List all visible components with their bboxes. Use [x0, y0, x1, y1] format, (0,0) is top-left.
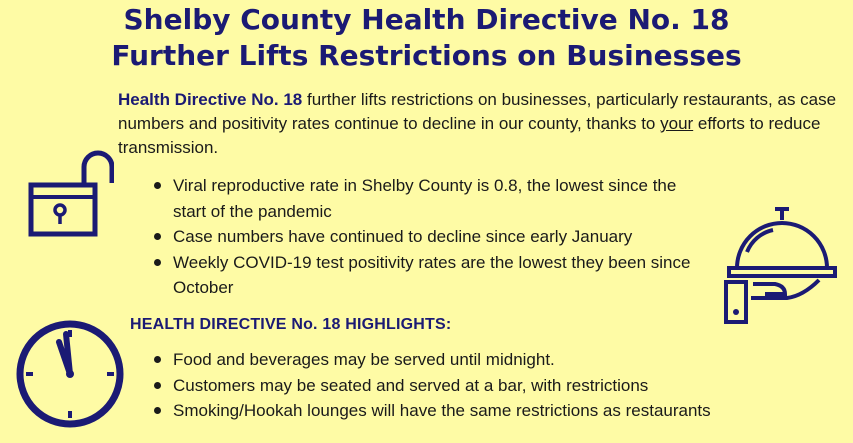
serving-cloche-icon	[723, 206, 841, 326]
list-item: Viral reproductive rate in Shelby County is 0.8, the lowest since the start of the pandemic	[152, 173, 712, 224]
intro-text-2: efforts to reduce transmission.	[118, 114, 821, 157]
clock-icon	[14, 318, 126, 430]
list-item: Weekly COVID-19 test positivity rates are the lowest they been since October	[152, 250, 712, 301]
intro-emphasis: your	[660, 114, 694, 133]
list-item: Customers may be seated and served at a bar, with restrictions	[152, 373, 832, 399]
intro-paragraph	[118, 88, 843, 160]
title-line-1: Shelby County Health Directive No. 18	[123, 3, 730, 36]
stats-list	[152, 173, 712, 301]
intro-directive-name: Health Directive No. 18	[118, 90, 303, 109]
unlocked-padlock-icon	[28, 145, 114, 237]
page-title	[0, 2, 853, 74]
highlights-heading: HEALTH DIRECTIVE No. 18 HIGHLIGHTS:	[130, 316, 452, 333]
list-item: Smoking/Hookah lounges will have the same restrictions as restaurants	[152, 398, 832, 424]
intro-text-1: further lifts restrictions on businesses, particularly restaurants, as case numbers and positivity rates continue to decline in our county, thanks to	[118, 90, 837, 133]
list-item: Food and beverages may be served until midnight.	[152, 347, 832, 373]
title-line-2: Further Lifts Restrictions on Businesses	[111, 39, 742, 72]
highlights-list	[152, 347, 832, 424]
list-item: Case numbers have continued to decline since early January	[152, 224, 712, 250]
